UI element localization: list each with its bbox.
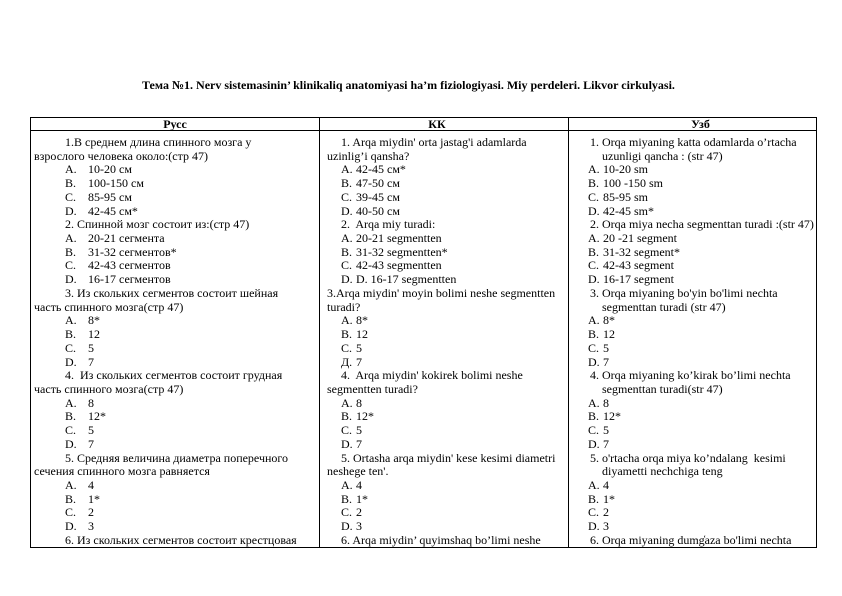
option-text: 7 (88, 354, 94, 369)
answer-option (31, 191, 319, 205)
answer-option (569, 410, 816, 424)
option-letter: B. (65, 244, 77, 259)
option-text: 5 (356, 340, 362, 355)
option-letter: D. (588, 354, 600, 369)
question-text: 5. Средняя величина диаметра поперечного (65, 450, 289, 465)
option-letter: C. (588, 258, 600, 273)
answer-option (320, 273, 568, 287)
option-text: 10-20 sm (603, 162, 648, 177)
answer-option (569, 205, 816, 219)
answer-option (320, 424, 568, 438)
option-text: 40-50 см (356, 203, 400, 218)
option-text: 2 (88, 505, 94, 520)
option-letter: D. (588, 519, 600, 534)
answer-option (569, 506, 816, 520)
question-1 (569, 136, 816, 218)
question-text-continued: diyametti nechchiga teng (602, 464, 723, 479)
option-letter: B. (341, 409, 353, 424)
option-text: 4 (88, 477, 94, 492)
question-text: 3.Arqa miydin' moyin bolimi neshe segmentten (327, 285, 556, 300)
option-text: 85-95 sm (603, 189, 648, 204)
option-letter: B. (65, 409, 77, 424)
answer-option (31, 232, 319, 246)
question-text-continued: turadi? (327, 299, 361, 314)
option-text: 8* (603, 313, 615, 328)
answer-option (569, 356, 816, 370)
question-text-continued: часть спинного мозга(стр 47) (34, 299, 184, 314)
option-text: 12* (356, 409, 374, 424)
question-3 (569, 287, 816, 369)
option-text: 7 (356, 436, 362, 451)
question-text: 2. Спинной мозг состоит из:(стр 47) (65, 217, 250, 232)
option-text: 1* (88, 491, 100, 506)
question-text: 1.В среднем длина спинного мозга у (65, 135, 252, 149)
question-text-continued: часть спинного мозга(стр 47) (34, 381, 184, 396)
option-text: 5 (88, 340, 94, 355)
column-russian (31, 118, 319, 547)
question-text: 2. Arqa miy turadi: (341, 217, 436, 232)
option-letter: B. (341, 327, 353, 342)
option-text: D. 16-17 segmentten (356, 272, 457, 287)
column-header-kk: КК (320, 118, 568, 131)
answer-option (320, 163, 568, 177)
option-text: 1* (356, 491, 368, 506)
option-text: 2 (356, 505, 362, 520)
option-text: 5 (603, 340, 609, 355)
option-text: 8* (88, 313, 100, 328)
option-letter: A. (341, 162, 353, 177)
option-letter: D. (65, 436, 77, 451)
question-4 (320, 369, 568, 451)
option-letter: C. (65, 340, 77, 355)
column-body-uzbek (569, 131, 816, 548)
option-text: 7 (356, 354, 362, 369)
answer-option (569, 232, 816, 246)
option-letter: C. (588, 340, 600, 355)
answer-option (569, 520, 816, 534)
option-text: 12* (603, 409, 621, 424)
option-text: 100 -150 sm (603, 176, 663, 191)
option-text: 16-17 segment (603, 272, 674, 287)
question-text-continued: сечения спинного мозга равняется (34, 464, 210, 479)
answer-option (569, 177, 816, 191)
answer-option (569, 493, 816, 507)
option-text: 31-32 segment* (603, 244, 680, 259)
answer-option (320, 342, 568, 356)
option-letter: D. (588, 203, 600, 218)
option-text: 5 (603, 423, 609, 438)
answer-option (31, 424, 319, 438)
document-title: Тема №1. Nerv sistemasinin’ klinikaliq anatomiyasi ha’m fiziologiyasi. Miy perdeleri. Likvor cirkulyasi. (142, 78, 675, 92)
option-letter: B. (588, 409, 600, 424)
option-text: 8 (603, 395, 609, 410)
answer-option (320, 191, 568, 205)
question-text: 4. Arqa miydin' kokirek bolimi neshe (341, 368, 523, 383)
answer-option (31, 328, 319, 342)
option-text: 5 (356, 423, 362, 438)
option-text: 3 (603, 519, 609, 534)
answer-option (31, 410, 319, 424)
question-text: 3. Из скольких сегментов состоит шейная (65, 285, 279, 300)
question-1 (320, 136, 568, 218)
option-text: 42-43 сегментов (88, 258, 171, 273)
option-text: 42-45 см* (356, 162, 406, 177)
option-letter: D. (341, 203, 353, 218)
question-1 (31, 136, 319, 218)
option-letter: D. (65, 203, 77, 218)
option-letter: D. (341, 519, 353, 534)
option-letter: A. (588, 477, 600, 492)
answer-option (31, 520, 319, 534)
answer-option (569, 273, 816, 287)
answer-option (320, 328, 568, 342)
option-text: 7 (88, 436, 94, 451)
column-header-uzbek: Узб (569, 118, 816, 131)
option-text: 20-21 сегмента (88, 231, 165, 246)
option-text: 20 -21 segment (603, 231, 677, 246)
question-5 (320, 452, 568, 534)
option-text: 8* (356, 313, 368, 328)
answer-option (31, 438, 319, 452)
option-letter: B. (65, 491, 77, 506)
option-letter: C. (588, 423, 600, 438)
question-text-continued: segmenttan turadi(str 47) (602, 381, 723, 396)
option-letter: A. (341, 231, 353, 246)
option-letter: C. (65, 189, 77, 204)
column-kk (319, 118, 568, 547)
option-text: 3 (356, 519, 362, 534)
option-text: 42-43 segmentten (356, 258, 442, 273)
option-text: 7 (603, 354, 609, 369)
option-letter: A. (65, 395, 77, 410)
question-text: 1. Arqa miydin' orta jastag'i adamlarda (341, 135, 527, 149)
question-6 (569, 534, 816, 548)
answer-option (569, 246, 816, 260)
option-letter: C. (588, 189, 600, 204)
answer-option (320, 410, 568, 424)
option-letter: C. (341, 505, 353, 520)
answer-option (569, 342, 816, 356)
question-text-continued: взрослого человека около:(стр 47) (34, 148, 208, 163)
option-text: 4 (603, 477, 609, 492)
question-text: 5. Ortasha arqa miydin' kese kesimi diametri (341, 450, 556, 465)
column-body-russian (31, 131, 319, 548)
answer-option (320, 506, 568, 520)
option-text: 47-50 см (356, 176, 400, 191)
column-header-russian: Русс (31, 118, 319, 131)
option-text: 8 (88, 395, 94, 410)
option-letter: B. (341, 176, 353, 191)
answer-option (569, 163, 816, 177)
option-text: 85-95 см (88, 189, 132, 204)
option-letter: A. (341, 395, 353, 410)
answer-option (569, 438, 816, 452)
answer-option (320, 232, 568, 246)
option-text: 3 (88, 519, 94, 534)
answer-option (320, 205, 568, 219)
option-text: 39-45 см (356, 189, 400, 204)
option-text: 20-21 segmentten (356, 231, 442, 246)
question-text-continued: uzinlig’i qansha? (327, 148, 410, 163)
option-letter: Д. (341, 354, 353, 369)
option-text: 10-20 см (88, 162, 132, 177)
answer-option (31, 259, 319, 273)
answer-option (31, 506, 319, 520)
answer-option (320, 397, 568, 411)
answer-option (31, 177, 319, 191)
question-text: 1. Orqa miyaning katta odamlarda o’rtacha (590, 135, 797, 149)
question-text: 6. Arqa miydin’ quyimshaq bo’limi neshe (341, 532, 541, 547)
answer-option (320, 479, 568, 493)
option-letter: A. (588, 231, 600, 246)
option-letter: D. (588, 272, 600, 287)
option-letter: B. (65, 327, 77, 342)
option-text: 12* (88, 409, 106, 424)
answer-option (31, 205, 319, 219)
answer-option (31, 479, 319, 493)
option-letter: A. (588, 313, 600, 328)
option-letter: A. (341, 477, 353, 492)
question-text-continued: segmentten turadi? (327, 381, 418, 396)
option-letter: D. (65, 272, 77, 287)
question-4 (31, 369, 319, 451)
question-3 (31, 287, 319, 369)
answer-option (320, 520, 568, 534)
option-text: 1* (603, 491, 615, 506)
option-text: 16-17 сегментов (88, 272, 171, 287)
option-letter: B. (588, 491, 600, 506)
answer-option (569, 191, 816, 205)
answer-option (31, 246, 319, 260)
question-text: 5. o'rtacha orqa miya ko’ndalang kesimi (590, 450, 786, 465)
answer-option (31, 163, 319, 177)
option-letter: A. (65, 313, 77, 328)
question-text: 6. Orqa miyaning dumg̒aza bo'limi nechta (590, 532, 792, 547)
question-5 (569, 452, 816, 534)
question-text: 4. Из скольких сегментов состоит грудная (65, 368, 283, 383)
answer-option (569, 479, 816, 493)
question-6 (31, 534, 319, 548)
option-letter: D. (341, 272, 353, 287)
question-4 (569, 369, 816, 451)
answer-option (320, 356, 568, 370)
column-body-kk (320, 131, 568, 548)
option-text: 12 (356, 327, 368, 342)
option-letter: A. (65, 477, 77, 492)
question-3 (320, 287, 568, 369)
question-2 (320, 218, 568, 287)
question-5 (31, 452, 319, 534)
option-text: 42-45 sm* (603, 203, 654, 218)
option-letter: B. (341, 244, 353, 259)
option-letter: B. (588, 244, 600, 259)
option-letter: D. (65, 519, 77, 534)
option-letter: C. (65, 258, 77, 273)
option-letter: A. (65, 231, 77, 246)
option-letter: B. (588, 327, 600, 342)
question-text: 2. Orqa miya necha segmenttan turadi :(str 47) (590, 217, 814, 232)
option-letter: C. (341, 258, 353, 273)
questions-table (30, 117, 817, 548)
answer-option (31, 342, 319, 356)
option-text: 31-32 segmentten* (356, 244, 448, 259)
option-text: 31-32 сегментов* (88, 244, 177, 259)
question-text-continued: neshege ten'. (327, 464, 389, 479)
answer-option (31, 397, 319, 411)
option-text: 4 (356, 477, 362, 492)
option-letter: B. (588, 176, 600, 191)
option-letter: C. (65, 423, 77, 438)
question-2 (569, 218, 816, 287)
option-letter: B. (341, 491, 353, 506)
question-2 (31, 218, 319, 287)
answer-option (320, 493, 568, 507)
answer-option (320, 246, 568, 260)
question-text: 6. Из скольких сегментов состоит крестцовая (65, 532, 297, 547)
option-text: 5 (88, 423, 94, 438)
option-text: 100-150 см (88, 176, 144, 191)
option-letter: D. (341, 436, 353, 451)
option-text: 2 (603, 505, 609, 520)
answer-option (320, 259, 568, 273)
option-text: 12 (88, 327, 100, 342)
question-text: 4. Orqa miyaning ko’kirak bo’limi nechta (590, 368, 791, 383)
answer-option (320, 177, 568, 191)
answer-option (569, 314, 816, 328)
question-text: 3. Orqa miyaning bo'yin bo'limi nechta (590, 285, 778, 300)
option-letter: D. (65, 354, 77, 369)
answer-option (569, 424, 816, 438)
question-text-continued: segmenttan turadi (str 47) (602, 299, 726, 314)
option-text: 42-43 segment (603, 258, 674, 273)
column-uzbek (568, 118, 816, 547)
answer-option (31, 356, 319, 370)
option-letter: C. (588, 505, 600, 520)
option-letter: C. (341, 340, 353, 355)
option-letter: A. (341, 313, 353, 328)
question-text-continued: uzunligi qancha : (str 47) (602, 148, 723, 163)
option-text: 7 (603, 436, 609, 451)
option-text: 12 (603, 327, 615, 342)
option-letter: C. (65, 505, 77, 520)
answer-option (569, 259, 816, 273)
option-text: 8 (356, 395, 362, 410)
answer-option (31, 493, 319, 507)
option-letter: A. (588, 395, 600, 410)
question-6 (320, 534, 568, 548)
answer-option (320, 314, 568, 328)
option-letter: A. (588, 162, 600, 177)
option-letter: C. (341, 423, 353, 438)
option-letter: C. (341, 189, 353, 204)
option-letter: A. (65, 162, 77, 177)
answer-option (569, 328, 816, 342)
answer-option (569, 397, 816, 411)
answer-option (31, 314, 319, 328)
option-text: 42-45 см* (88, 203, 138, 218)
option-letter: D. (588, 436, 600, 451)
option-letter: B. (65, 176, 77, 191)
answer-option (31, 273, 319, 287)
answer-option (320, 438, 568, 452)
